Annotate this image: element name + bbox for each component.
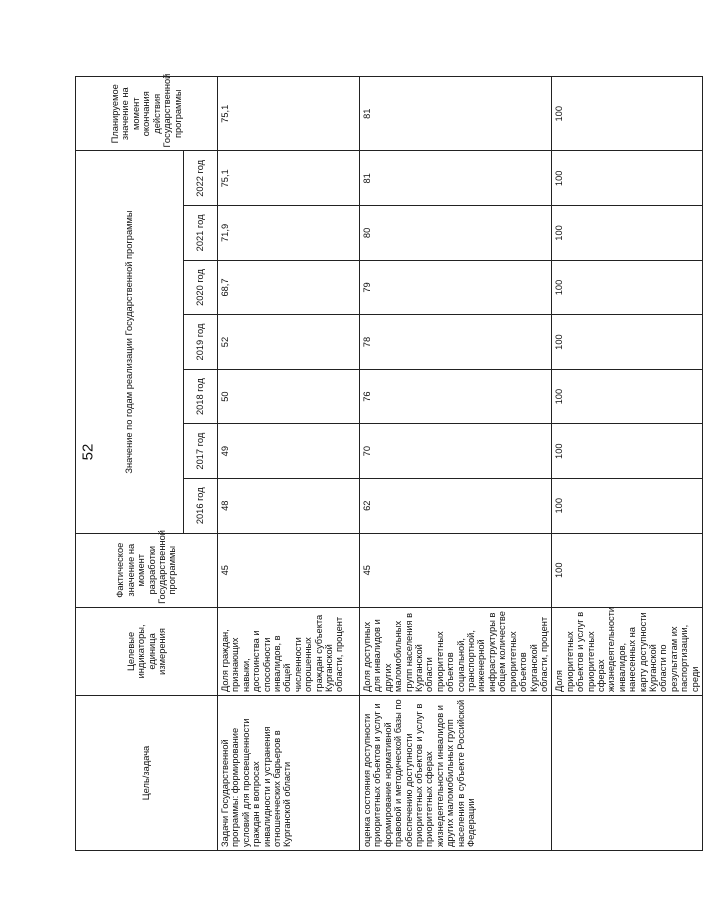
header-planned-value: Планируемое значение на момент окончания действия Государственной программы bbox=[76, 77, 218, 152]
year-value-cell: 50 bbox=[218, 369, 360, 424]
header-goal: Цель/задача bbox=[76, 695, 218, 850]
year-value-cell: 71,9 bbox=[218, 206, 360, 261]
page-number: 52 bbox=[79, 443, 97, 461]
year-value-cell: 100 bbox=[552, 369, 703, 424]
rotated-table-container bbox=[75, 73, 700, 851]
year-value-cell: 78 bbox=[360, 315, 552, 370]
header-year: 2021 год bbox=[184, 206, 218, 261]
indicator-cell: Доля граждан, признающих навыки, достоинства и способности инвалидов, в общей численности опрошенных граждан субъекта Курганской области, процент bbox=[218, 607, 360, 695]
year-value-cell: 62 bbox=[360, 478, 552, 533]
goal-cell bbox=[552, 695, 703, 850]
planned-value-cell: 100 bbox=[552, 77, 703, 152]
year-value-cell: 68,7 bbox=[218, 260, 360, 315]
indicators-table bbox=[75, 73, 703, 851]
year-value-cell: 48 bbox=[218, 478, 360, 533]
year-value-cell: 100 bbox=[552, 315, 703, 370]
year-value-cell: 70 bbox=[360, 424, 552, 479]
header-year: 2022 год bbox=[184, 151, 218, 206]
header-year: 2019 год bbox=[184, 315, 218, 370]
actual-value-cell: 100 bbox=[552, 533, 703, 607]
indicator-cell: Доля доступных для инвалидов и других маломобильных групп населения в Курганской области приоритетных объектов социальной, транспортной, инженерной инфраструктуры в общем количестве приоритетных объектов Курганской области, процент bbox=[360, 607, 552, 695]
year-value-cell: 49 bbox=[218, 424, 360, 479]
table-row bbox=[218, 77, 360, 851]
goal-cell: оценка состояния доступности приоритетных объектов и услуг и формирование нормативной правовой и методической базы по обеспечению доступности приоритетных объектов и услуг в приоритетных сферах жизнедеятельности инвалидов и других маломобильных групп населения в субъекте Российской Федерации bbox=[360, 695, 552, 850]
year-value-cell: 76 bbox=[360, 369, 552, 424]
year-value-cell: 79 bbox=[360, 260, 552, 315]
goal-cell: Задачи Государственной программы: формирование условий для просвещенности граждан в вопросах инвалидности и устранения отношенческих барьеров в Курганской области bbox=[218, 695, 360, 850]
year-value-cell: 75,1 bbox=[218, 151, 360, 206]
table-row bbox=[552, 77, 703, 851]
header-year: 2017 год bbox=[184, 424, 218, 479]
year-value-cell: 100 bbox=[552, 424, 703, 479]
year-value-cell: 81 bbox=[360, 151, 552, 206]
header-year: 2020 год bbox=[184, 260, 218, 315]
header-values-by-years: Значение по годам реализации Государственной программы bbox=[76, 151, 184, 533]
year-value-cell: 100 bbox=[552, 260, 703, 315]
planned-value-cell: 81 bbox=[360, 77, 552, 152]
header-row bbox=[76, 77, 146, 851]
header-indicator: Целевые индикаторы, единица измерения bbox=[76, 607, 218, 695]
year-value-cell: 100 bbox=[552, 206, 703, 261]
year-value-cell: 80 bbox=[360, 206, 552, 261]
year-value-cell: 100 bbox=[552, 478, 703, 533]
planned-value-cell: 75,1 bbox=[218, 77, 360, 152]
header-year: 2018 год bbox=[184, 369, 218, 424]
year-value-cell: 52 bbox=[218, 315, 360, 370]
table-row bbox=[360, 77, 552, 851]
header-year: 2016 год bbox=[184, 478, 218, 533]
header-actual-value: Фактическое значение на момент разработки Государственной программы bbox=[76, 533, 218, 607]
indicator-cell: Доля приоритетных объектов и услуг в приоритетных сферах жизнедеятельности инвалидов, нанесенных на карту доступности Курганской области по результатам их паспортизации, среди bbox=[552, 607, 703, 695]
actual-value-cell: 45 bbox=[360, 533, 552, 607]
actual-value-cell: 45 bbox=[218, 533, 360, 607]
year-value-cell: 100 bbox=[552, 151, 703, 206]
